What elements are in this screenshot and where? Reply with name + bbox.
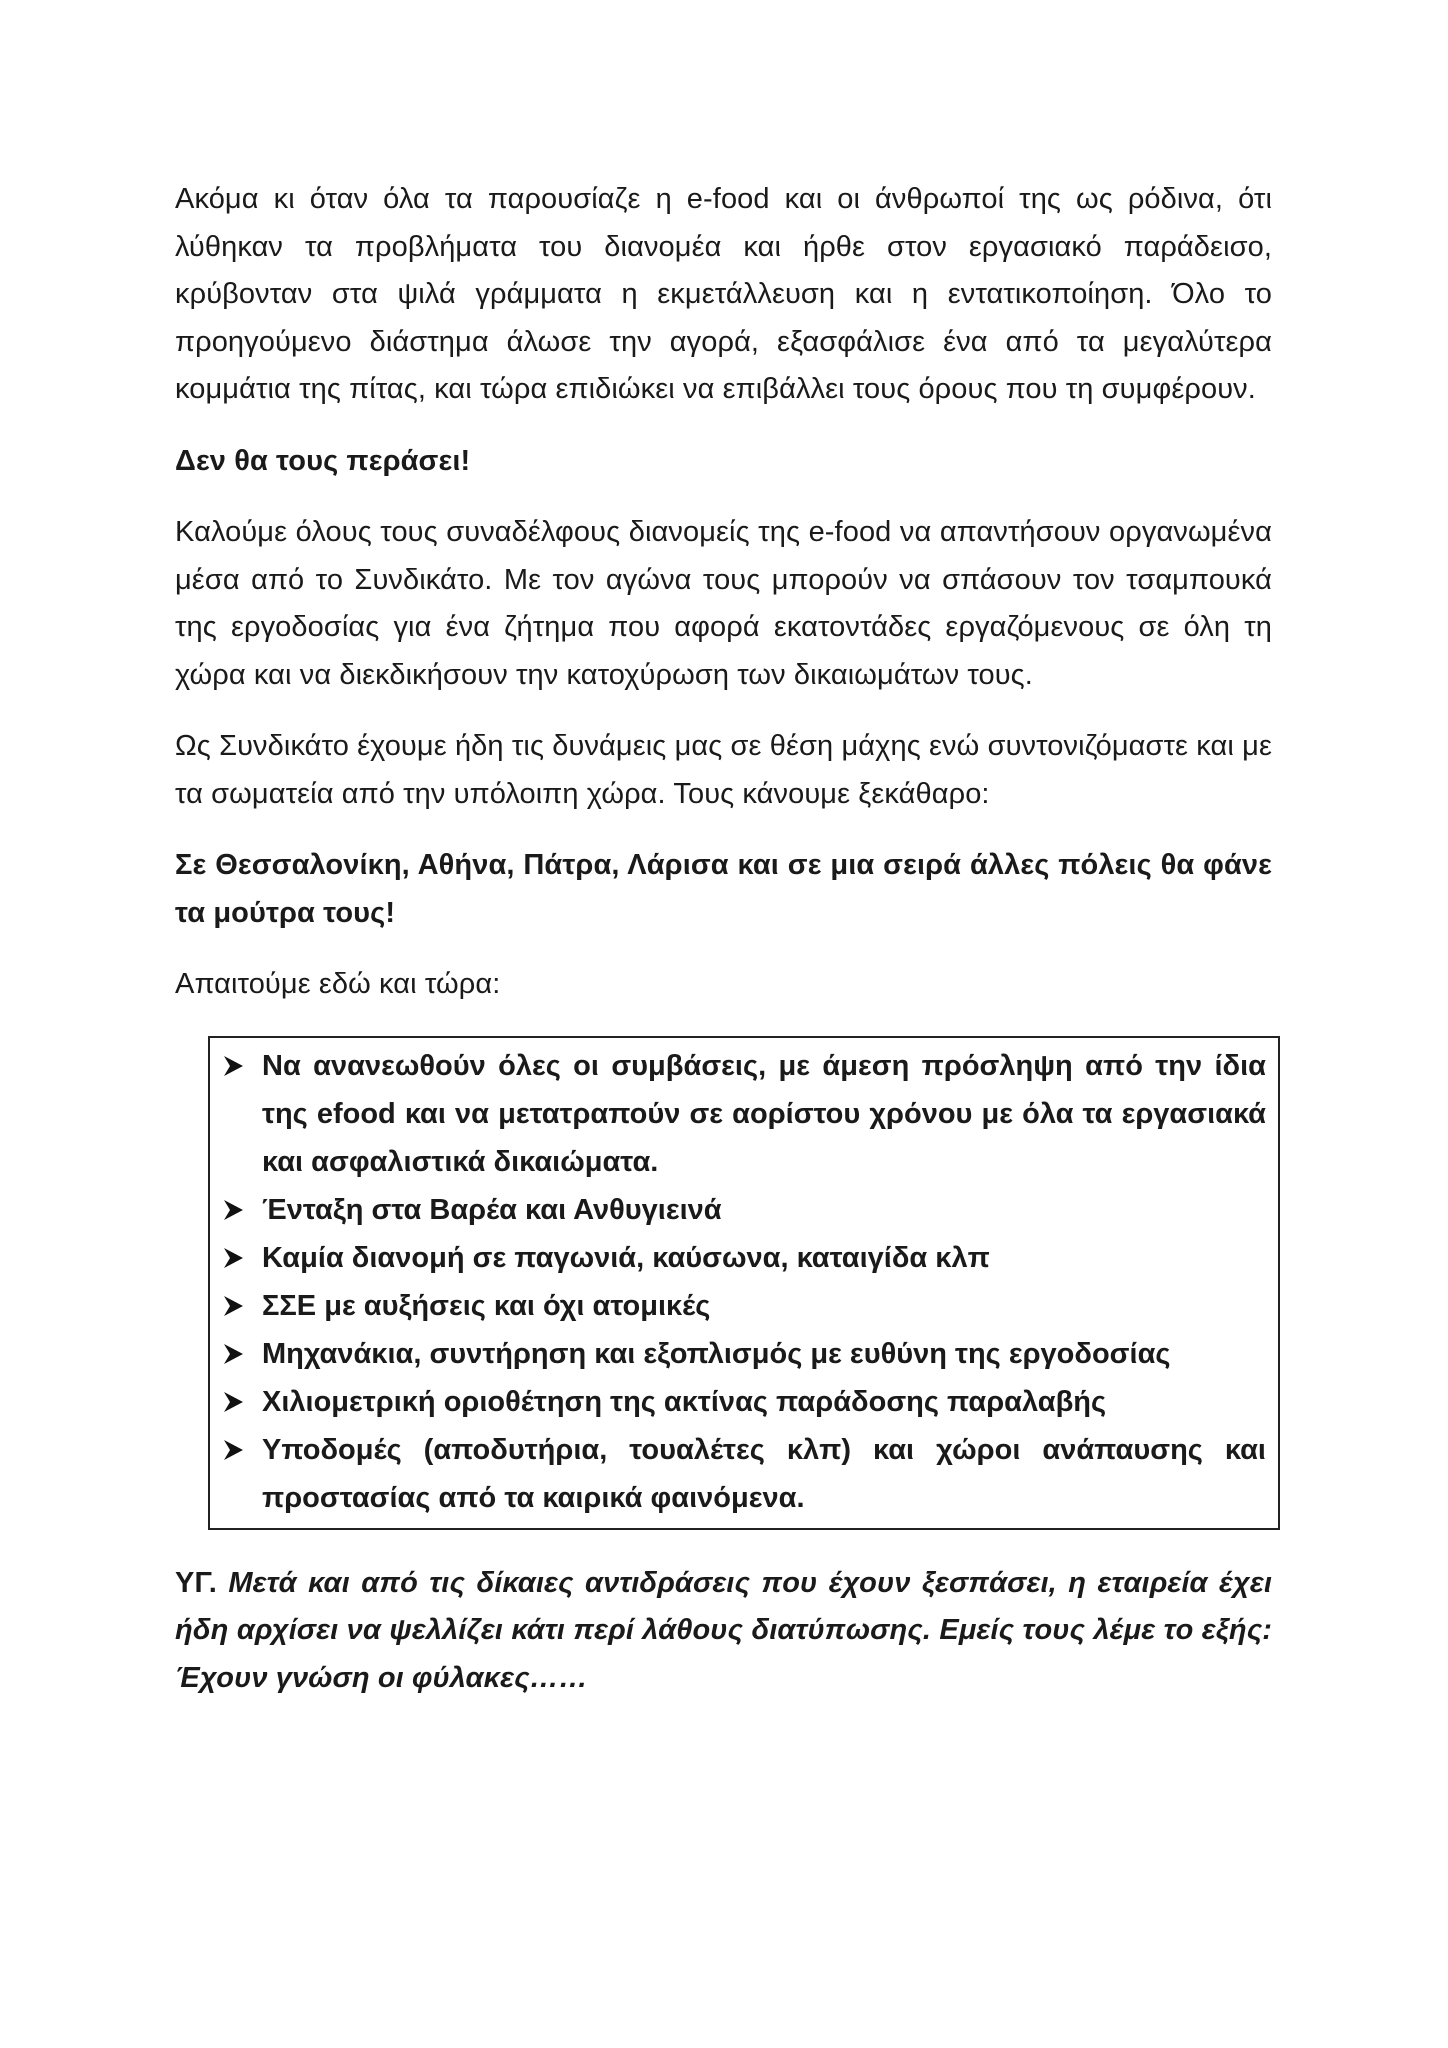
demand-item — [220, 1330, 1266, 1378]
document-page — [175, 176, 1272, 1702]
demands-list — [220, 1042, 1266, 1522]
postscript-label: ΥΓ. — [175, 1566, 217, 1599]
demand-item — [220, 1234, 1266, 1282]
demand-item — [220, 1282, 1266, 1330]
arrowhead-bullet-icon — [222, 1186, 248, 1234]
demand-item — [220, 1426, 1266, 1522]
slogan-heading: Δεν θα τους περάσει! — [175, 444, 471, 477]
demands-intro: Απαιτούμε εδώ και τώρα: — [175, 968, 501, 1000]
union-paragraph: Ως Συνδικάτο έχουμε ήδη τις δυνάμεις μας σε θέση μάχης ενώ συντονιζόμαστε και με τα σωματεία από την υπόλοιπη χώρα. Τους κάνουμε ξεκάθαρο: — [175, 730, 1272, 810]
demand-item — [220, 1042, 1266, 1186]
demand-text: Υποδομές (αποδυτήρια, τουαλέτες κλπ) και χώροι ανάπαυσης και προστασίας από τα καιρικά φαινόμενα. — [262, 1433, 1266, 1514]
demand-text: ΣΣΕ με αυξήσεις και όχι ατομικές — [262, 1289, 711, 1322]
arrowhead-bullet-icon — [222, 1330, 248, 1378]
arrowhead-bullet-icon — [222, 1282, 248, 1330]
arrowhead-bullet-icon — [222, 1042, 248, 1090]
demand-text: Χιλιομετρική οριοθέτηση της ακτίνας παράδοσης παραλαβής — [262, 1385, 1107, 1418]
intro-paragraph: Ακόμα κι όταν όλα τα παρουσίαζε η e-food και οι άνθρωποί της ως ρόδινα, ότι λύθηκαν τα προβλήματα του διανομέα και ήρθε στον εργασιακό παράδεισο, κρύβονταν στα ψιλά γράμματα η εκμετάλλευση και η εντατικοποίηση. Όλο το προηγούμενο διάστημα άλωσε την αγορά, εξασφάλισε ένα από τα μεγαλύτερα κομμάτια της πίτας, και τώρα επιδιώκει να επιβάλλει τους όρους που τη συμφέρουν. — [175, 183, 1272, 405]
demand-text: Καμία διανομή σε παγωνιά, καύσωνα, καταιγίδα κλπ — [262, 1241, 990, 1274]
call-paragraph: Καλούμε όλους τους συναδέλφους διανομείς της e-food να απαντήσουν οργανωμένα μέσα από το Συνδικάτο. Με τον αγώνα τους μπορούν να σπάσουν τον τσαμπουκά της εργοδοσίας για ένα ζήτημα που αφορά εκατοντάδες εργαζόμενους σε όλη τη χώρα και να διεκδικήσουν την κατοχύρωση των δικαιωμάτων τους. — [175, 516, 1272, 691]
arrowhead-bullet-icon — [222, 1234, 248, 1282]
arrowhead-bullet-icon — [222, 1378, 248, 1426]
demand-item — [220, 1378, 1266, 1426]
demand-item — [220, 1186, 1266, 1234]
postscript-text: Μετά και από τις δίκαιες αντιδράσεις που έχουν ξεσπάσει, η εταιρεία έχει ήδη αρχίσει να ψελλίζει κάτι περί λάθους διατύπωσης. Εμείς τους λέμε το εξής: Έχουν γνώση οι φύλακες…… — [175, 1566, 1272, 1694]
arrowhead-bullet-icon — [222, 1426, 248, 1474]
demand-text: Ένταξη στα Βαρέα και Ανθυγιεινά — [262, 1193, 722, 1226]
demands-box — [208, 1036, 1280, 1530]
demand-text: Να ανανεωθούν όλες οι συμβάσεις, με άμεση πρόσληψη από την ίδια της efood και να μετατραπούν σε αορίστου χρόνου με όλα τα εργασιακά και ασφαλιστικά δικαιώματα. — [262, 1049, 1266, 1178]
cities-paragraph: Σε Θεσσαλονίκη, Αθήνα, Πάτρα, Λάρισα και σε μια σειρά άλλες πόλεις θα φάνε τα μούτρα τους! — [175, 849, 1272, 929]
postscript-paragraph — [175, 1560, 1272, 1703]
demand-text: Μηχανάκια, συντήρηση και εξοπλισμός με ευθύνη της εργοδοσίας — [262, 1337, 1171, 1370]
